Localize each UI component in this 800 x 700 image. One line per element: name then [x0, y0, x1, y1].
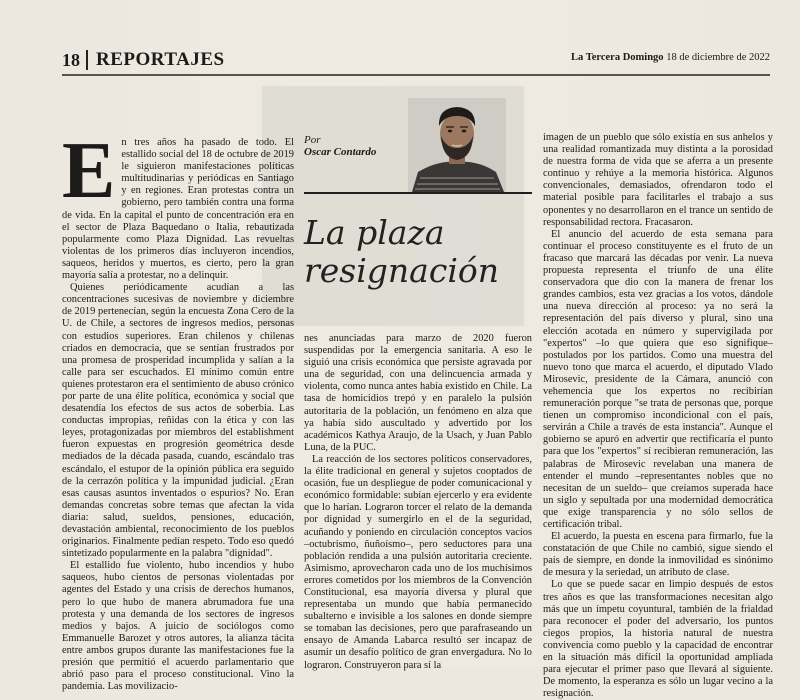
- author-portrait: [408, 98, 506, 192]
- article-headline: [304, 214, 532, 290]
- paragraph: nes anunciadas para marzo de 2020 fueron suspendidas por la emergencia sanitaria. A eso le siguió una crisis económica que persiste agravada por una de seguridad, con una delincuencia armada y violenta, como nunca antes había existido en Chile. La tasa de homicidios trepó y en paralelo la pulsión autoritaria de la población, un fenómeno en alza que ya había sido auscultado y advertido por los académicos Kathya Araujo, de la Usach, y Juan Pablo Luna, de la PUC.: [304, 333, 532, 453]
- section-title: REPORTAJES: [96, 49, 225, 70]
- issue-date: 18 de diciembre de 2022: [666, 52, 770, 63]
- paragraph: El estallido fue violento, hubo incendios y hubo saqueos, hubo cientos de personas violentadas por agentes del Estado y una crisis de derechos humanos, pero lo que hubo de manera abrumadora fue una protesta y una demanda de los sectores de ingresos medios y bajos. A juicio de sociólogos como Emmanuelle Barozet y otros autores, la alianza tácita entre ambos grupos durante las manifestaciones fue la presión que permitió el acuerdo parlamentario que abrió paso para el proceso constitucional. Vino la pandemia. Las movilizacio-: [62, 560, 294, 693]
- paragraph: Quienes periódicamente acudían a las concentraciones sucesivas de noviembre y diciembre de 2019 pertenecían, según la encuesta Zona Cero de la U. de Chile, a sectores de ingresos medios, personas con estudios superiores. Eran chilenos y chilenas criados en democracia, que se sentían frustrados por una promesa de prosperidad incumplida y salían a la calle para ser escuchados. El mínimo común entre quienes protestaron era el sentimiento de abuso crónico por parte de una élite política, económica y social que desatendía los efectos de sus actos de soberbia. Las conductas impropias, reñidas con la ética y con las leyes, protagonizadas por miembros del establishment fueron expuestas en progresión geométrica desde mediados de la década pasada, cuando, escándalo tras escándalo, el estupor de la opinión pública era seguido de la cerrazón política y la impunidad judicial. ¿Eran esas causas asuntos inventados o espurios? No. Eran demandas concretas sobre temas que afectan la vida diaria: salud, sueldos, pensiones, educación, devastación ambiental, reconocimiento de los pueblos originarios. Finalmente pedían respeto. Todo eso quedó sintetizado popularmente en la palabra "dignidad".: [62, 282, 294, 560]
- page-number: 18: [62, 50, 80, 70]
- article-column-3: [543, 132, 773, 700]
- publication-name: La Tercera Domingo: [571, 52, 664, 63]
- paragraph: n tres años ha pasado de todo. El estallido social del 18 de octubre de 2019 le siguieron manifestaciones políticas multitudinarias y periódicas en Santiago y en regiones. Eran protestas contra un gobierno, pero también contra una forma de vida. En la capital el punto de concentración era en el sector de Plaza Baquedano o Italia, rebautizada popularmente como Plaza Dignidad. Las revueltas violentas de los primeros días incluyeron incendios, saqueos, heridos y muertos, es cierto, pero la gran mayoría salía a protestar, no a delinquir.: [62, 137, 294, 282]
- paragraph: imagen de un pueblo que sólo existía en sus anhelos y una realidad romantizada muy distinta a la porosidad de nuestra forma de vida que se aferra a un presente continuo y rehúye a la memoria histórica. Algunos convencionales, demasiados, ofrendaron todo el material posible para facilitarles el trabajo a sus oponentes y no desarrollaron en el trance un sentido de responsabilidad rectora. Fracasaron.: [543, 132, 773, 228]
- header-separator: [86, 50, 88, 70]
- publication-date: [571, 52, 770, 63]
- header-rule: [62, 74, 770, 76]
- article-column-2: [304, 333, 532, 671]
- portrait-illustration: [408, 98, 506, 192]
- byline-rule: [304, 192, 532, 194]
- byline-author: Oscar Contardo: [304, 146, 377, 158]
- paragraph: El anuncio del acuerdo de esta semana para continuar el proceso constituyente es el fruto de un fracaso que marcará las décadas por venir. La nueva propuesta representa el triunfo de una élite conservadora que dio con la manera de frenar los grandes cambios, esta vez gracias a los votos, dándole una nueva dirección al proceso: ya no será la representación del país diverso y plural, sino una elección acotada en número y supervigilada por "expertos" –lo que quiera que eso signifique– postulados por los partidos. Como una muestra del nuevo tono que marca el acuerdo, el diputado Vlado Mirosevic, presidente de la Cámara, anunció con vehemencia que los expertos no recibirían remuneración porque "se trata de personas que, porque tienen un compromiso incondicional con el país, servirán a Chile a través de esta instancia". Aunque el gobierno se apuró en advertir que rectificaría el punto para que los "expertos" sí recibieran remuneración, las palabras de Mirosevic revelaban una manera de entender el mundo –representantes nobles que no necesitan de un sueldo– que creíamos superada hace un siglo y sepultada por una modernidad democrática que exige transparencia y no sólo sellos de certificación tribal.: [543, 228, 773, 530]
- headline-line-1: La plaza: [304, 213, 445, 252]
- headline-line-2: resignación: [304, 251, 500, 290]
- byline-prefix: Por: [304, 134, 321, 146]
- paragraph: La reacción de los sectores políticos conservadores, la élite tradicional en general y sujetos cooptados de ocasión, fue un despliegue de poder comunicacional y económico formidable: subían ejercerlo y era evidente que lo harían. Lograron torcer el relato de la demanda por dignidad y sumergirlo en el de la seguridad, acuñando y poniendo en circulación conceptos vacíos –octubrismo, ñuñoísmo–, pero seductores para una población rendida a una pulsión autoritaria creciente. Asimismo, aprovecharon cada uno de los muchísimos errores cometidos por los miembros de la Convención Constitucional, esa mayoría diversa y plural que representaba un mundo que había permanecido subalterno e invisible a los salones en donde siempre se tomaban las decisiones, pero que parafraseando un ensayo de Amanda Labarca resultó ser incapaz de asumir un desafío político de gran envergadura. No lo lograron. Construyeron para sí la: [304, 453, 532, 671]
- paragraph: Lo que se puede sacar en limpio después de estos tres años es que las transformaciones necesitan algo más que un ímpetu coyuntural, también de la frialdad para reconocer el poder del adversario, los puntos ciegos propios, la historia natural de nuestra convivencia como pueblo y la capacidad de encontrar en la situación más difícil la oportunidad ampliada para ejecutar el primer paso que llevará al siguiente. De momento, la esperanza es sólo un lugar vecino a la resignación.: [543, 579, 773, 700]
- paragraph: El acuerdo, la puesta en escena para firmarlo, fue la constatación de que Chile no cambió, sigue siendo el país de siempre, en donde la inmovilidad es sinónimo de mesura y la seriedad, un atributo de clase.: [543, 531, 773, 579]
- article-column-1: [62, 127, 294, 693]
- drop-cap: E: [62, 127, 116, 215]
